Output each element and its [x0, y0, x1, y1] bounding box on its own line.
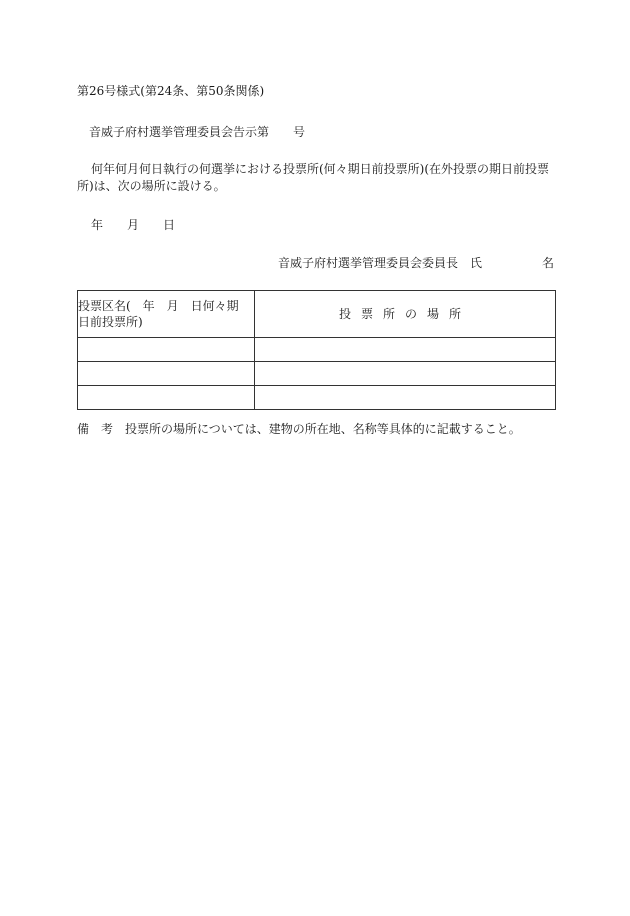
- date-line: 年 月 日: [91, 218, 176, 232]
- district-name-cell[interactable]: [78, 338, 255, 362]
- district-name-cell[interactable]: [78, 386, 255, 410]
- header-district-name-line-1: 投票区名( 年 月 日何々期: [78, 299, 239, 313]
- polling-place-cell[interactable]: [255, 362, 556, 386]
- signature-line: 音威子府村選挙管理委員会委員長 氏 名: [278, 256, 555, 270]
- district-name-cell[interactable]: [78, 362, 255, 386]
- header-polling-place: 投票所の場所: [255, 291, 556, 338]
- form-number: 第26号様式(第24条、第50条関係): [77, 84, 265, 98]
- table-header-row: [78, 291, 556, 338]
- polling-place-table: [77, 290, 556, 410]
- notice-title: 音威子府村選挙管理委員会告示第 号: [89, 125, 306, 139]
- polling-place-cell[interactable]: [255, 386, 556, 410]
- header-district-name: [78, 291, 255, 338]
- header-district-name-line-2: 日前投票所): [78, 315, 143, 329]
- table-row: [78, 386, 556, 410]
- remarks-note: 備 考 投票所の場所については、建物の所在地、名称等具体的に記載すること。: [77, 422, 521, 436]
- polling-place-cell[interactable]: [255, 338, 556, 362]
- table-row: [78, 362, 556, 386]
- body-text-line-1: 何年何月何日執行の何選挙における投票所(何々期日前投票所)(在外投票の期日前投票: [91, 162, 550, 176]
- table-row: [78, 338, 556, 362]
- body-text-line-2: 所)は、次の場所に設ける。: [77, 179, 226, 193]
